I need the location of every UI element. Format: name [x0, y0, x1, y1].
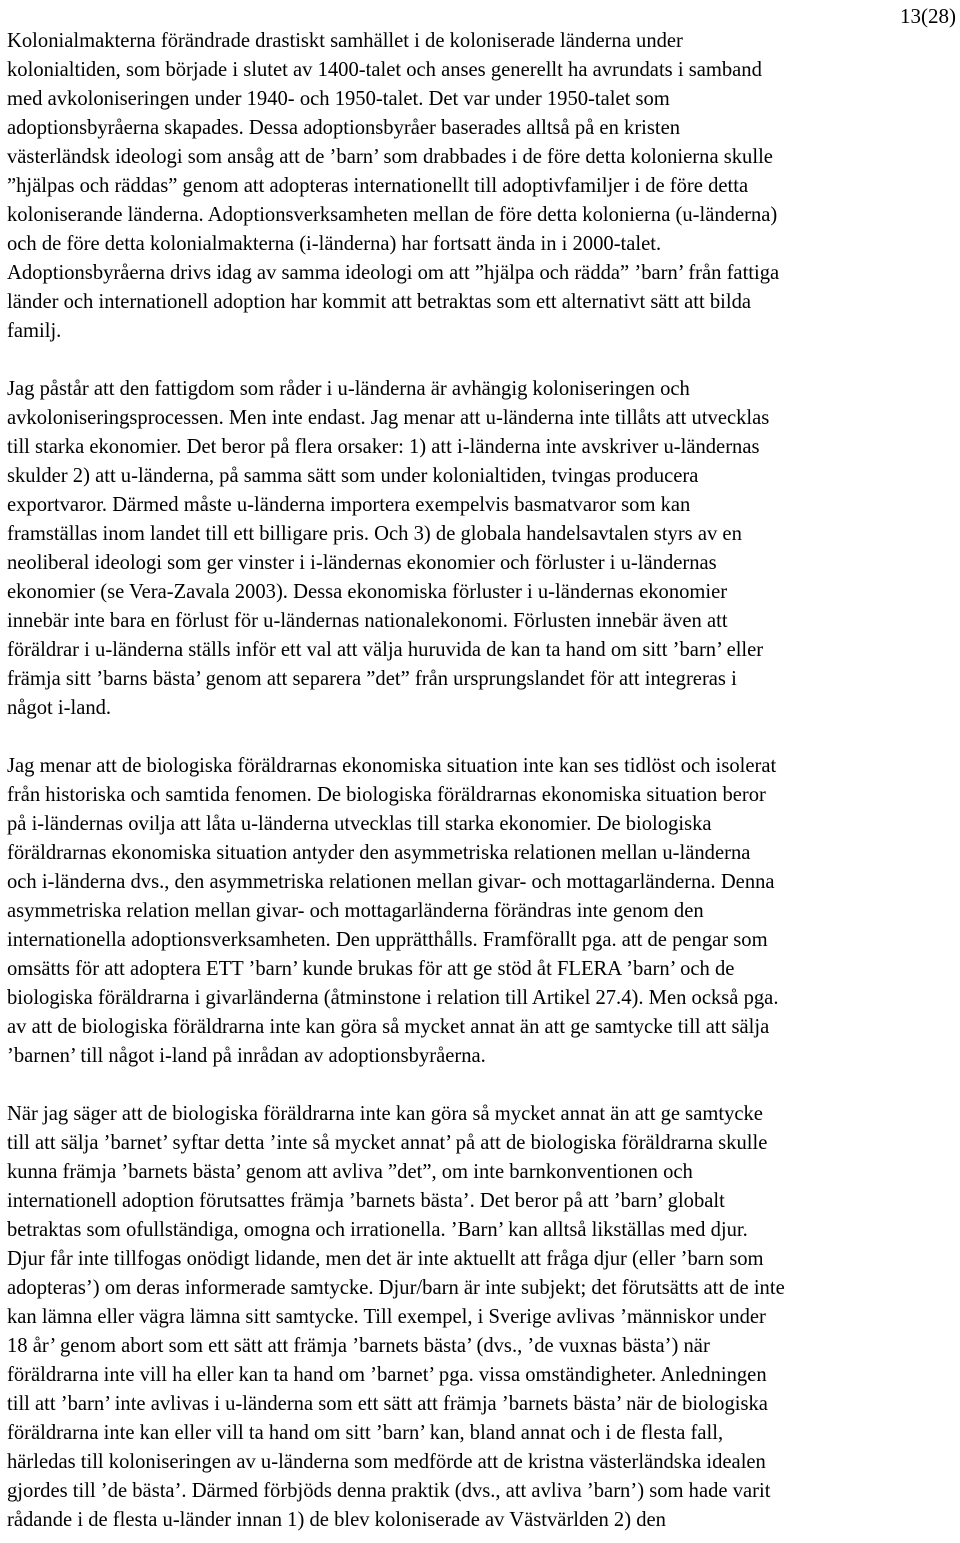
text-line: kolonialtiden, som började i slutet av 1400-talet och anses generellt ha avrundats i samband — [7, 59, 762, 81]
paragraph-1 — [7, 27, 959, 346]
page-number: 13(28) — [900, 4, 956, 28]
text-line: biologiska föräldrarna i givarländerna (åtminstone i relation till Artikel 27.4). Men också pga. — [7, 987, 779, 1009]
text-line: ”hjälpas och räddas” genom att adopteras internationellt till adoptivfamiljer i de före detta — [7, 175, 749, 197]
paragraph-gap — [7, 346, 959, 375]
text-line: något i-land. — [7, 697, 112, 719]
text-line: adopteras’) om deras informerade samtycke. Djur/barn är inte subjekt; det förutsätts att de inte — [7, 1277, 785, 1299]
text-line: på i-ländernas ovilja att låta u-länderna utvecklas till starka ekonomier. De biologiska — [7, 813, 712, 835]
text-line: ekonomier (se Vera-Zavala 2003). Dessa ekonomiska förluster i u-ländernas ekonomier — [7, 581, 728, 603]
text-line: avkoloniseringsprocessen. Men inte endast. Jag menar att u-länderna inte tillåts att utvecklas — [7, 407, 770, 429]
text-line: skulder 2) att u-länderna, på samma sätt som under kolonialtiden, tvingas producera — [7, 465, 699, 487]
paragraph-gap — [7, 1071, 959, 1100]
text-line: föräldrarna inte kan eller vill ta hand om sitt ’barn’ kan, bland annat och i de flesta fall, — [7, 1422, 724, 1444]
text-line: När jag säger att de biologiska föräldrarna inte kan göra så mycket annat än att ge samtycke — [7, 1103, 763, 1125]
text-line: framställas inom landet till ett billigare pris. Och 3) de globala handelsavtalen styrs av en — [7, 523, 742, 545]
text-line: med avkoloniseringen under 1940- och 1950-talet. Det var under 1950-talet som — [7, 88, 670, 110]
text-line: föräldrar i u-länderna ställs inför ett val att välja huruvida de kan ta hand om sitt ’barn’ eller — [7, 639, 764, 661]
text-line: familj. — [7, 320, 62, 342]
text-line: till att ’barn’ inte avlivas i u-länderna som ett sätt att främja ’barnets bästa’ när de biologiska — [7, 1393, 768, 1415]
paragraph-4 — [7, 1100, 959, 1535]
document-body — [7, 27, 959, 1535]
text-line: kunna främja ’barnets bästa’ genom att avliva ”det”, om inte barnkonventionen och — [7, 1161, 693, 1183]
text-line: exportvaror. Därmed måste u-länderna importera exempelvis basmatvaror som kan — [7, 494, 691, 516]
text-line: innebär inte bara en förlust för u-ländernas nationalekonomi. Förlusten innebär även att — [7, 610, 728, 632]
text-line: kan lämna eller vägra lämna sitt samtycke. Till exempel, i Sverige avlivas ’människor under — [7, 1306, 766, 1328]
text-line: och i-länderna dvs., den asymmetriska relationen mellan givar- och mottagarländerna. Denna — [7, 871, 775, 893]
text-line: Jag påstår att den fattigdom som råder i u-länderna är avhängig koloniseringen och — [7, 378, 690, 400]
text-line: av att de biologiska föräldrarna inte kan göra så mycket annat än att ge samtycke till att sälja — [7, 1016, 770, 1038]
text-line: Kolonialmakterna förändrade drastiskt samhället i de koloniserade länderna under — [7, 30, 683, 52]
text-line: neoliberal ideologi som ger vinster i i-ländernas ekonomier och förluster i u-ländernas — [7, 552, 717, 574]
paragraph-3 — [7, 752, 959, 1071]
text-line: adoptionsbyråerna skapades. Dessa adoptionsbyråer baserades alltså på en kristen — [7, 117, 681, 139]
text-line: rådande i de flesta u-länder innan 1) de blev koloniserade av Västvärlden 2) den — [7, 1509, 666, 1531]
text-line: främja sitt ’barns bästa’ genom att separera ”det” från ursprungslandet för att integreras i — [7, 668, 737, 690]
text-line: betraktas som ofullständiga, omogna och irrationella. ’Barn’ kan alltså likställas med djur. — [7, 1219, 748, 1241]
text-line: internationella adoptionsverksamheten. Den upprätthålls. Framförallt pga. att de pengar som — [7, 929, 768, 951]
text-line: föräldrarnas ekonomiska situation antyder den asymmetriska relationen mellan u-länderna — [7, 842, 751, 864]
text-line: 18 år’ genom abort som ett sätt att främja ’barnets bästa’ (dvs., ’de vuxnas bästa’) när — [7, 1335, 710, 1357]
text-line: västerländsk ideologi som ansåg att de ’barn’ som drabbades i de före detta kolonierna skulle — [7, 146, 773, 168]
text-line: Adoptionsbyråerna drivs idag av samma ideologi om att ”hjälpa och rädda” ’barn’ från fattiga — [7, 262, 780, 284]
text-line: omsätts för att adoptera ETT ’barn’ kunde brukas för att ge stöd åt FLERA ’barn’ och de — [7, 958, 735, 980]
text-line: asymmetriska relation mellan givar- och mottagarländerna förändras inte genom den — [7, 900, 704, 922]
text-line: till att sälja ’barnet’ syftar detta ’inte så mycket annat’ på att de biologiska föräldrarna skulle — [7, 1132, 768, 1154]
text-line: föräldrarna inte vill ha eller kan ta hand om ’barnet’ pga. vissa omständigheter. Anledningen — [7, 1364, 767, 1386]
text-line: härledas till koloniseringen av u-länderna som medförde att de kristna västerländska idealen — [7, 1451, 766, 1473]
text-line: koloniserande länderna. Adoptionsverksamheten mellan de före detta kolonierna (u-länderna) — [7, 204, 778, 226]
text-line: Jag menar att de biologiska föräldrarnas ekonomiska situation inte kan ses tidlöst och isolerat — [7, 755, 777, 777]
text-line: Djur får inte tillfogas onödigt lidande, men det är inte aktuellt att fråga djur (eller ’barn som — [7, 1248, 764, 1270]
text-line: internationell adoption förutsattes främja ’barnets bästa’. Det beror på att ’barn’ globalt — [7, 1190, 725, 1212]
text-line: till starka ekonomier. Det beror på flera orsaker: 1) att i-länderna inte avskriver u-ländernas — [7, 436, 760, 458]
paragraph-gap — [7, 723, 959, 752]
text-line: länder och internationell adoption har kommit att betraktas som ett alternativt sätt att bilda — [7, 291, 752, 313]
paragraph-2 — [7, 375, 959, 723]
text-line: ’barnen’ till något i-land på inrådan av adoptionsbyråerna. — [7, 1045, 486, 1067]
text-line: gjordes till ’de bästa’. Därmed förbjöds denna praktik (dvs., att avliva ’barn’) som hade varit — [7, 1480, 771, 1502]
text-line: från historiska och samtida fenomen. De biologiska föräldrarnas ekonomiska situation beror — [7, 784, 766, 806]
text-line: och de före detta kolonialmakterna (i-länderna) har fortsatt ända in i 2000-talet. — [7, 233, 662, 255]
